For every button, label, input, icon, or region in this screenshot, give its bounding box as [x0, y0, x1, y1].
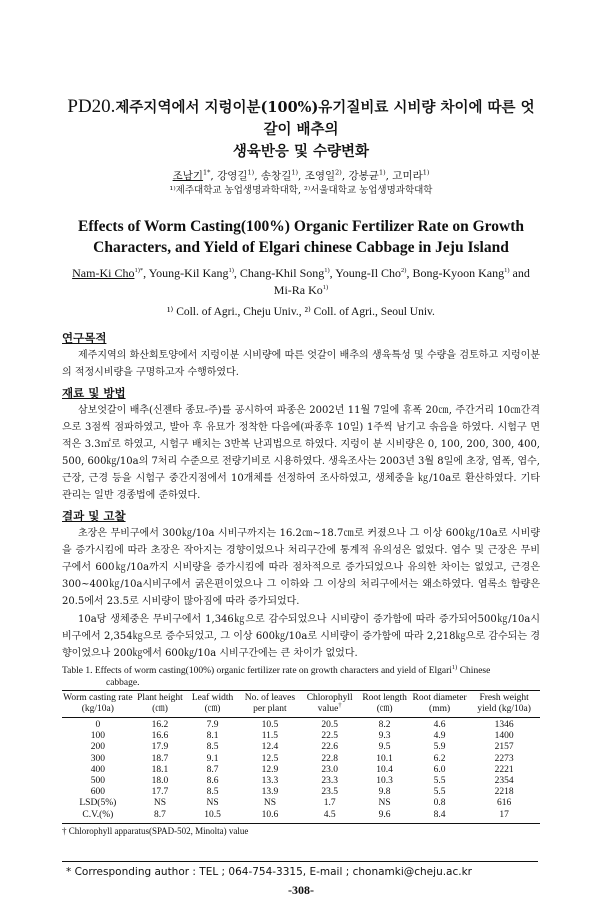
col-header: Plant height (㎝) — [137, 693, 183, 714]
table-row — [62, 731, 540, 742]
korean-author: 고미라$^{1)}$ — [392, 168, 430, 182]
english-author: Young-Il Cho$^{2)}$ — [335, 266, 407, 280]
table-cell: 300 — [90, 753, 105, 764]
section-body-2: 10a당 생체중은 무비구에서 1,346㎏으로 감수되었으나 시비량이 증가함에 따라 증가되어500㎏/10a시비구에서 2,354㎏으로 증수되었고, 그 이상 600㎏/10a로 시비량이 증가함에 따라 2,218㎏으로 감수되는 경향이었으나 200㎏에서 600㎏/10a 시비구간에는 큰 차이가 없었다. — [62, 614, 540, 659]
col-header — [301, 691, 358, 718]
english-affiliations: ¹⁾ Coll. of Agri., Cheju Univ., ²⁾ Coll. of Agri., Seoul Univ. — [167, 306, 435, 318]
table-cell: 2221 — [494, 764, 514, 775]
table-cell: 9.6 — [378, 809, 391, 820]
table-cell: 8.1 — [206, 731, 219, 742]
page-number: -308- — [288, 882, 314, 897]
table-caption-cont: cabbage. — [106, 678, 140, 688]
english-author: Young-Kil Kang$^{1)}$ — [148, 266, 234, 280]
section-heading: 결과 및 고찰 — [62, 509, 126, 523]
table-cell: 1.7 — [323, 798, 336, 809]
table-caption-tail: Chinese — [457, 666, 491, 676]
table-cell: 10.4 — [376, 764, 393, 775]
section-body: 제주지역의 화산회토양에서 지렁이분 시비량에 따른 엇갈이 배추의 생육특성 및 수량을 검토하고 지렁이분의 적정시비량을 구명하고자 수행하였다. — [62, 350, 540, 378]
table-cell: 500 — [90, 776, 105, 787]
english-authors: Nam-Ki Cho$^{1)*}$, Young-Kil Kang$^{1)}$, Chang-Khil Song$^{1)}$, Young-Il Cho$^{2)}$, Bong-Kyoon Kang$^{1)}$ and Mi-Ra Ko$^{1)}$ — [72, 266, 530, 297]
section-heading: 재료 및 방법 — [62, 386, 126, 400]
table-cell: 4.5 — [323, 809, 336, 820]
table-cell: 8.5 — [206, 787, 219, 798]
table-cell: LSD(5%) — [79, 798, 117, 809]
table-cell: 9.8 — [378, 787, 391, 798]
table-cell: 10.1 — [376, 753, 393, 764]
table-cell: 0 — [95, 720, 101, 730]
table-cell: NS — [153, 798, 167, 809]
table-cell: 16.2 — [151, 720, 169, 730]
col-header-sup: † — [338, 701, 342, 709]
table-cell: 22.5 — [321, 731, 338, 742]
table-cell: 12.5 — [261, 753, 279, 764]
col-header: Root length (㎝) — [362, 693, 407, 714]
col-header: Fresh weight yield (kg/10a) — [477, 693, 531, 714]
table-cell: 9.5 — [378, 742, 391, 753]
table-cell: 1346 — [494, 720, 514, 730]
korean-title-line2: 생육반응 및 수량변화 — [232, 143, 370, 160]
table-cell: 8.5 — [206, 742, 219, 753]
table-cell: 2157 — [494, 742, 514, 753]
korean-author: 송창길$^{1)}$ — [260, 168, 299, 182]
table-row — [62, 798, 540, 809]
section-objective — [62, 330, 540, 381]
korean-author: 조남기$^{1*}$ — [172, 168, 211, 182]
table-cell: 22.8 — [321, 753, 338, 764]
table-cell: 2218 — [494, 787, 514, 798]
table-cell: 6.2 — [433, 753, 446, 764]
results-table-block — [62, 665, 540, 837]
table-cell: 4.6 — [433, 720, 446, 730]
table-row — [62, 810, 540, 824]
table-cell: 9.3 — [378, 731, 391, 742]
table-cell: 8.2 — [378, 720, 391, 730]
table-cell: 18.0 — [151, 776, 169, 787]
english-author-and: and — [509, 266, 530, 280]
table-row — [62, 765, 540, 776]
table-cell: 8.6 — [206, 776, 219, 787]
table-cell: 10.5 — [204, 809, 221, 820]
table-caption-sup: 1) — [451, 663, 458, 671]
table-cell: 0.8 — [433, 798, 446, 809]
english-author: Chang-Khil Song$^{1)}$ — [239, 266, 330, 280]
korean-author: 강영길$^{1)}$ — [217, 168, 255, 182]
table-row — [62, 754, 540, 765]
table-cell: 6.0 — [433, 764, 446, 775]
table-caption-text: Table 1. Effects of worm casting(100%) organic fertilizer rate on growth characters and yield of Elgari — [62, 666, 452, 676]
table-cell: 11.5 — [261, 731, 279, 742]
table-cell: 13.3 — [261, 776, 279, 787]
english-author: Mi-Ra Ko$^{1)}$ — [273, 283, 329, 297]
table-cell: 200 — [90, 742, 105, 753]
english-title-line1: Effects of Worm Casting(100%) Organic Fertilizer Rate on Growth — [78, 218, 524, 235]
korean-affiliations: ¹⁾제주대학교 농업생명과학대학, ²⁾서울대학교 농업생명과학대학 — [169, 185, 433, 196]
korean-authors: 조남기$^{1*}$, 강영길$^{1)}$, 송창길$^{1)}$, 조영일$^{2)}$, 강봉균$^{1)}$, 고미라$^{1)}$ — [172, 168, 430, 182]
table-cell: 100 — [90, 731, 105, 742]
table-cell: 600 — [90, 787, 105, 798]
korean-author: 조영일$^{2)}$ — [304, 168, 342, 182]
table-cell: 2354 — [494, 776, 514, 787]
table-row — [62, 718, 540, 732]
table-cell: 17 — [499, 809, 509, 820]
col-header: Leaf width (㎝) — [191, 693, 234, 714]
table-cell: 20.5 — [321, 720, 338, 730]
section-methods — [62, 385, 540, 504]
english-author: Bong-Kyoon Kang$^{1)}$ — [412, 266, 510, 280]
table-cell: 23.3 — [321, 776, 338, 787]
table-cell: 12.4 — [261, 742, 279, 753]
table-cell: 18.1 — [151, 764, 169, 775]
table-caption — [62, 665, 540, 689]
table-cell: 23.5 — [321, 787, 338, 798]
table-cell: 5.5 — [433, 776, 446, 787]
table-header-row — [62, 691, 540, 718]
section-body: 초장은 무비구에서 300㎏/10a 시비구까지는 16.2㎝~18.7㎝로 커졌으나 그 이상 600㎏/10a로 시비량을 증가시킴에 따라 초장은 작아지는 경향이었으나 처리구간에 통계적 유의성은 없었다. 엽수 및 근장은 무비구에서 600㎏/10a까지 시비량을 증가시킴에 따라 점차적으로 증가되었으나 유의한 차이는 없었고, 근경은 300~400㎏/10a시비구에서 굵은편이었으나 그 이하와 그 이상의 처리구에서는 왜소하였다. 엽록소 함량은 20.5에서 23.5로 시비량이 많아짐에 따라 증가되었다. — [62, 528, 540, 607]
corresponding-author: * Corresponding author : TEL ; 064-754-3315, E-mail ; chonamki@cheju.ac.kr — [66, 865, 472, 878]
table-cell: 1400 — [494, 731, 514, 742]
table-cell: 22.6 — [321, 742, 338, 753]
table-cell: 17.7 — [151, 787, 169, 798]
table-cell: 400 — [90, 764, 105, 775]
table-cell: 2273 — [494, 753, 514, 764]
table-cell: NS — [378, 798, 391, 809]
table-cell: NS — [206, 798, 219, 809]
english-author: Nam-Ki Cho$^{1)*}$ — [72, 266, 144, 280]
korean-title-line1: 제주지역에서 지렁이분(100%)유기질비료 시비량 차이에 따른 엇갈이 배추의 — [115, 99, 535, 138]
table-cell: 8.7 — [206, 764, 219, 775]
table-footnote: † Chlorophyll apparatus(SPAD-502, Minolta) value — [62, 825, 249, 836]
table-cell: 16.6 — [151, 731, 169, 742]
table-cell: 5.9 — [433, 742, 446, 753]
table-cell: 10.3 — [376, 776, 393, 787]
table-cell: 12.9 — [261, 764, 279, 775]
table-cell: 4.9 — [433, 731, 446, 742]
english-title — [62, 216, 540, 258]
col-header-text: Chlorophyll value — [306, 693, 353, 714]
table-cell: 7.9 — [206, 720, 219, 730]
section-results — [62, 508, 540, 662]
paper-code: PD20. — [67, 96, 116, 117]
col-header: Root diameter (mm) — [412, 693, 467, 714]
table-cell: 18.7 — [151, 753, 169, 764]
table-cell: 23.0 — [321, 764, 338, 775]
table-cell: 17.9 — [151, 742, 169, 753]
table-cell: 13.9 — [261, 787, 279, 798]
table-cell: 9.1 — [206, 753, 219, 764]
table-cell: 10.6 — [261, 809, 279, 820]
english-title-line2: Characters, and Yield of Elgari chinese Cabbage in Jeju Island — [93, 239, 509, 256]
table-cell: NS — [263, 798, 276, 809]
footer-divider — [62, 861, 538, 862]
table-cell: 8.4 — [433, 809, 446, 820]
table-cell: C.V.(%) — [82, 809, 114, 820]
section-heading: 연구목적 — [62, 331, 107, 345]
table-row — [62, 776, 540, 787]
table-cell: 8.7 — [154, 809, 166, 820]
results-table — [62, 690, 540, 824]
korean-author: 강봉균$^{1)}$ — [348, 168, 386, 182]
table-cell: 616 — [497, 798, 512, 809]
col-header: No. of leaves per plant — [244, 693, 296, 714]
table-cell: 10.5 — [261, 720, 279, 730]
korean-title — [62, 96, 540, 163]
table-row — [62, 742, 540, 753]
table-row — [62, 787, 540, 798]
col-header: Worm casting rate (kg/10a) — [63, 693, 133, 714]
section-body: 삼보엇갈이 배추(신젠타 종묘-주)를 공시하여 파종은 2002년 11월 7일에 휴폭 20㎝, 주간거리 10㎝간격으로 3점씩 점파하였고, 발아 후 유묘가 정착한 다음에(파종후 10일) 1주씩 남기고 솎음을 하였다. 시험구 면적은 3.3㎡로 하였고, 시험구 배치는 3반복 난괴법으로 하였다. 지렁이 분 시비량은 0, 100, 200, 300, 400, 500, 600㎏/10a의 7처리 수준으로 전량기비로 시용하였다. 생육조사는 2003년 3월 8일에 초장, 엽폭, 엽수, 근장, 근경 등을 시험구 중간지점에서 10개체를 선정하여 조사하였고, 생체중을 ㎏/10a로 환산하였다. 기타 관리는 일반 경종법에 준하였다. — [62, 405, 540, 501]
table-cell: 5.5 — [433, 787, 446, 798]
